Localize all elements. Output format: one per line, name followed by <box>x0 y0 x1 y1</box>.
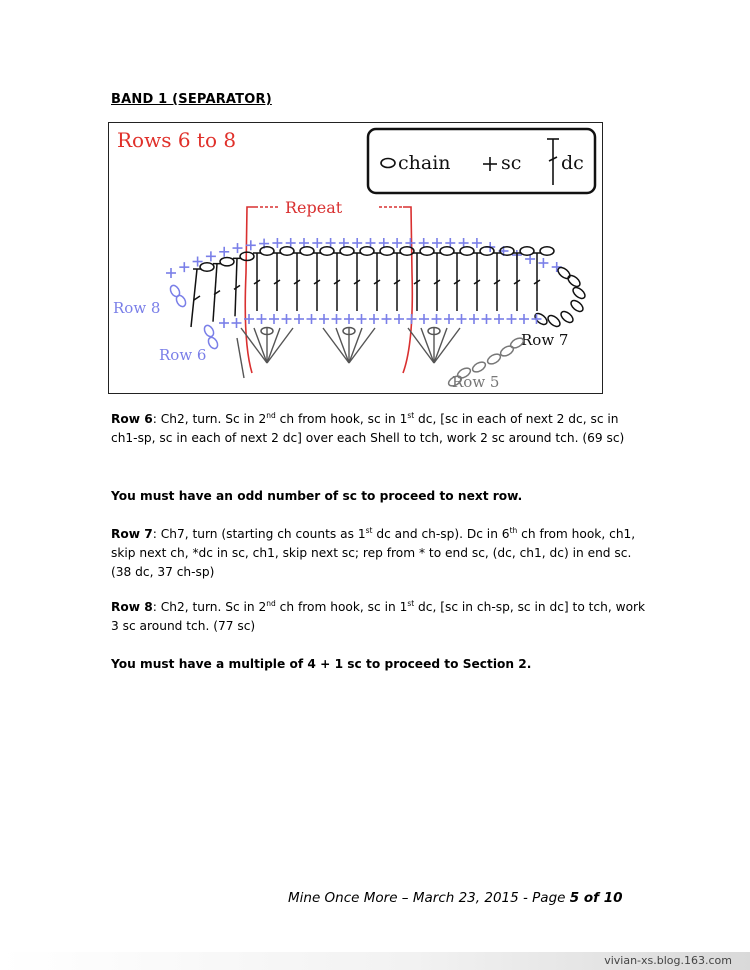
sc-stitch <box>482 314 492 324</box>
chain-stitch <box>540 247 554 255</box>
dc-stitch <box>191 269 201 327</box>
chain-stitch <box>380 247 394 255</box>
dc-stitch <box>333 253 341 311</box>
sc-stitch <box>257 314 267 324</box>
dc-stitch <box>273 253 281 311</box>
sc-stitch <box>206 251 216 261</box>
dc-stitch <box>253 253 261 311</box>
row7-text: : Ch7, turn (starting ch counts as 1st dc and ch-sp). Dc in 6th ch from hook, ch1, skip next ch, *dc in sc, ch1, skip next sc; rep from * to end sc, (dc, ch1, dc) in end sc. (38 dc, 37 ch-sp) <box>111 526 636 579</box>
chain-stitch <box>203 324 216 338</box>
dc-stitch <box>533 253 541 311</box>
sc-stitch <box>272 238 282 248</box>
dc-stitch <box>493 253 501 311</box>
odd-number-note: You must have an odd number of sc to proceed to next row. <box>111 489 523 503</box>
row8-instructions <box>111 598 646 636</box>
watermark-text: vivian-xs.blog.163.com <box>604 954 732 967</box>
sc-stitch <box>246 240 256 250</box>
page-footer <box>288 890 622 906</box>
dc-stitch <box>233 258 241 316</box>
chain-stitch <box>200 263 214 271</box>
watermark-bar <box>0 952 750 970</box>
row6-instructions <box>111 410 646 448</box>
chain-stitch <box>440 247 454 255</box>
page-number: 5 of 10 <box>569 890 623 906</box>
row7-label-text: Row 7 <box>111 527 153 541</box>
sc-stitch <box>319 314 329 324</box>
row5-dc-stitch <box>434 328 447 363</box>
sc-stitch <box>382 314 392 324</box>
chain-stitch <box>556 265 572 280</box>
sc-stitch <box>457 314 467 324</box>
sc-stitch <box>282 314 292 324</box>
dc-stitch <box>353 253 361 311</box>
crochet-chart-svg <box>109 123 604 395</box>
dc-stitch <box>313 253 321 311</box>
sc-stitch <box>394 314 404 324</box>
row6-label: Row 6 <box>159 346 207 364</box>
dc-stitch <box>393 253 401 311</box>
chain-stitch <box>340 247 354 255</box>
row6-start-stitch <box>237 338 244 378</box>
legend-sc-label: sc <box>501 152 522 174</box>
sc-stitch <box>332 314 342 324</box>
sc-stitch <box>392 238 402 248</box>
sc-stitch <box>519 314 529 324</box>
sc-stitch <box>538 258 548 268</box>
chain-stitch <box>207 336 220 350</box>
sc-stitch <box>166 268 176 278</box>
sc-stitch <box>469 314 479 324</box>
row6-label-text: Row 6 <box>111 412 153 426</box>
sc-stitch <box>507 314 517 324</box>
multiple-note: You must have a multiple of 4 + 1 sc to proceed to Section 2. <box>111 657 532 671</box>
dc-stitch <box>433 253 441 311</box>
chain-stitch <box>499 344 515 358</box>
row8-text: : Ch2, turn. Sc in 2nd ch from hook, sc in 1st dc, [sc in ch-sp, sc in dc] to tch, work 3 sc around tch. (77 sc) <box>111 599 646 633</box>
stitch-symbols <box>166 238 587 388</box>
chart-title: Rows 6 to 8 <box>117 128 237 152</box>
chain-stitch <box>320 247 334 255</box>
section-heading: BAND 1 (SEPARATOR) <box>111 92 272 107</box>
sc-stitch <box>352 238 362 248</box>
row5-dc-stitch <box>254 328 267 363</box>
row7-label: Row 7 <box>521 331 569 349</box>
row5-dc-stitch <box>421 328 434 363</box>
repeat-bracket <box>245 207 412 373</box>
row6-text: : Ch2, turn. Sc in 2nd ch from hook, sc in 1st dc, [sc in each of next 2 dc, sc in ch1-sp, sc in each of next 2 dc] over each Shell to tch, work 2 sc around tch. (69 sc) <box>111 411 625 445</box>
chain-stitch <box>571 285 587 300</box>
sc-stitch <box>444 314 454 324</box>
sc-stitch <box>419 314 429 324</box>
dc-stitch <box>473 253 481 311</box>
repeat-label: Repeat <box>285 198 343 217</box>
chain-stitch <box>486 352 502 366</box>
chain-stitch <box>520 247 534 255</box>
sc-stitch <box>432 314 442 324</box>
sc-stitch <box>357 314 367 324</box>
sc-stitch <box>269 314 279 324</box>
chain-stitch <box>300 247 314 255</box>
sc-stitch <box>219 247 229 257</box>
sc-stitch <box>294 314 304 324</box>
sc-stitch <box>472 238 482 248</box>
chain-stitch <box>360 247 374 255</box>
dc-stitch <box>213 264 221 322</box>
chain-stitch <box>569 298 585 313</box>
chain-stitch <box>260 247 274 255</box>
chain-stitch <box>420 247 434 255</box>
row5-dc-stitch <box>267 328 280 363</box>
sc-stitch <box>344 314 354 324</box>
chain-stitch <box>220 257 234 265</box>
legend-dc-label: dc <box>561 152 584 174</box>
footer-text: Mine Once More – March 23, 2015 - Page <box>288 890 570 906</box>
row5-dc-stitch <box>336 328 349 363</box>
chain-stitch <box>471 360 487 374</box>
dc-stitch <box>293 253 301 311</box>
chain-stitch <box>559 309 575 324</box>
dc-stitch <box>413 253 421 311</box>
chain-stitch <box>566 273 582 288</box>
crochet-chart <box>108 122 603 394</box>
sc-stitch <box>494 314 504 324</box>
chain-stitch <box>546 313 562 328</box>
chain-stitch <box>460 247 474 255</box>
sc-stitch <box>312 238 322 248</box>
chain-stitch <box>280 247 294 255</box>
sc-stitch <box>179 262 189 272</box>
legend-chain-label: chain <box>398 152 451 174</box>
sc-stitch <box>407 314 417 324</box>
sc-stitch <box>369 314 379 324</box>
sc-stitch <box>432 238 442 248</box>
row8-label: Row 8 <box>113 299 161 317</box>
row7-instructions <box>111 525 646 582</box>
row8-label-text: Row 8 <box>111 600 153 614</box>
row5-label: Row 5 <box>452 373 500 391</box>
sc-stitch <box>233 243 243 253</box>
sc-stitch <box>219 318 229 328</box>
dc-stitch <box>453 253 461 311</box>
dc-stitch <box>373 253 381 311</box>
chain-stitch <box>480 247 494 255</box>
row5-dc-stitch <box>349 328 362 363</box>
sc-stitch <box>307 314 317 324</box>
sc-stitch <box>232 318 242 328</box>
dc-stitch <box>513 253 521 311</box>
